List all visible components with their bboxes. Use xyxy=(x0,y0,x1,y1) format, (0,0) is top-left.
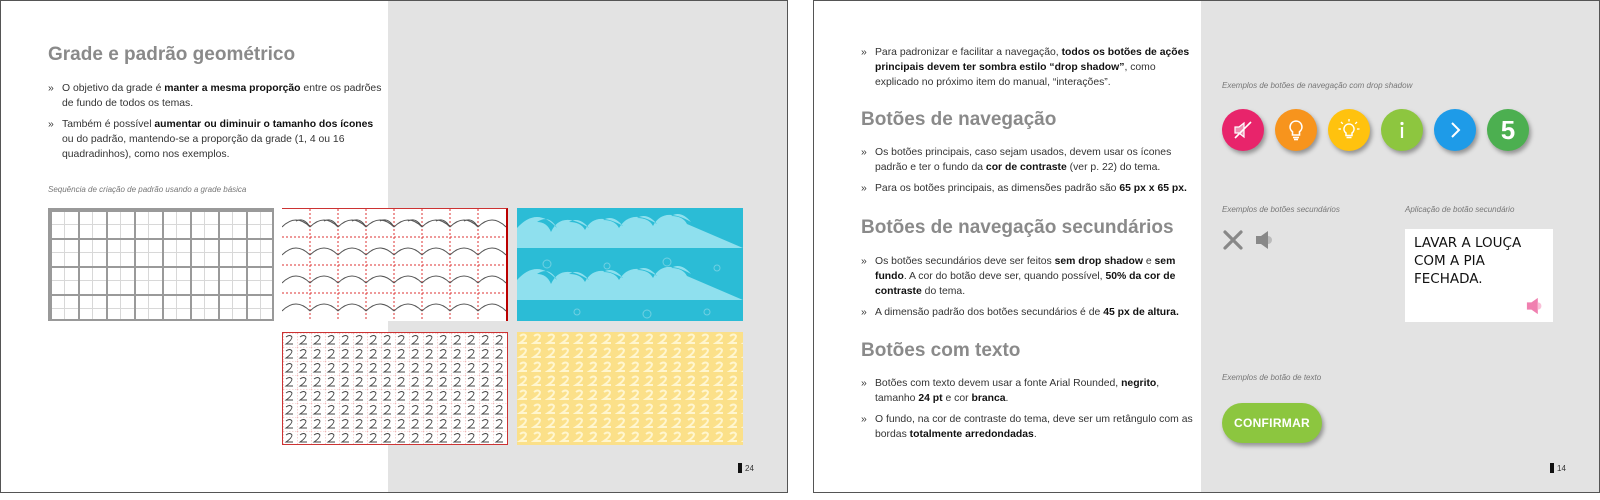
chevron-right-icon xyxy=(1443,118,1467,142)
bullet-item: » O objetivo da grade é manter a mesma proporção entre os padrões de fundo de todos os temas. xyxy=(48,81,383,111)
bullet-list xyxy=(48,81,383,168)
card-text: LAVAR A LOUÇA COM A PIA FECHADA. xyxy=(1414,235,1522,287)
close-icon[interactable] xyxy=(1222,229,1244,251)
numbers-color-tile xyxy=(517,332,743,445)
page-number-text: 14 xyxy=(1557,463,1566,473)
intro-list xyxy=(861,45,1196,96)
speaker-icon[interactable] xyxy=(1254,229,1278,251)
caption-nav-examples: Exemplos de botões de navegação com drop shadow xyxy=(1222,81,1413,90)
number-icon: 5 xyxy=(1500,114,1516,145)
grid-tile xyxy=(48,208,274,321)
mute-button[interactable] xyxy=(1222,109,1264,151)
lightbulb-icon xyxy=(1284,118,1308,142)
bullet-list xyxy=(861,254,1196,326)
lightbulb-on-icon xyxy=(1337,118,1361,142)
caption-secondary-examples: Exemplos de botões secundários xyxy=(1222,205,1340,214)
speaker-icon[interactable] xyxy=(1525,296,1547,316)
bullet-item: » Os botões principais, caso sejam usados, devem usar os ícones padrão e ter o fundo da cor de contraste (ver p. 22) do tema. xyxy=(861,145,1196,175)
page-number xyxy=(1550,463,1566,473)
caption-text-examples: Exemplos de botão de texto xyxy=(1222,373,1322,382)
bullet-list xyxy=(861,145,1196,202)
caption-secondary-application: Aplicação de botão secundário xyxy=(1405,205,1515,214)
page-number-bar xyxy=(738,463,742,473)
info-icon xyxy=(1390,118,1414,142)
bullet-list xyxy=(861,376,1196,448)
section-title-nav: Botões de navegação xyxy=(861,109,1057,130)
right-page xyxy=(813,0,1600,493)
info-button[interactable] xyxy=(1381,109,1423,151)
numbers-line-tile xyxy=(282,332,508,445)
hint-button[interactable] xyxy=(1275,109,1317,151)
section-title-text: Botões com texto xyxy=(861,340,1021,361)
mute-icon xyxy=(1231,118,1255,142)
waves-grid-tile xyxy=(282,208,508,321)
bullet-item: » A dimensão padrão dos botões secundários é de 45 px de altura. xyxy=(861,305,1196,320)
bullet-item: » Para os botões principais, as dimensões padrão são 65 px x 65 px. xyxy=(861,181,1196,196)
bullet-item: » Para padronizar e facilitar a navegação, todos os botões de ações principais devem ter sombra estilo “drop shadow”, como explicado no próximo item do manual, “interações”. xyxy=(861,45,1196,90)
section-title-secondary: Botões de navegação secundários xyxy=(861,217,1174,238)
left-page xyxy=(0,0,788,493)
number-button[interactable] xyxy=(1487,109,1529,151)
page-title: Grade e padrão geométrico xyxy=(48,44,296,65)
bullet-item: » Botões com texto devem usar a fonte Arial Rounded, negrito, tamanho 24 pt e cor branca. xyxy=(861,376,1196,406)
bullet-item: » O fundo, na cor de contraste do tema, deve ser um retângulo com as bordas totalmente arredondadas. xyxy=(861,412,1196,442)
caption: Sequência de criação de padrão usando a grade básica xyxy=(48,185,247,194)
page-number-bar xyxy=(1550,463,1554,473)
bullet-item: » Os botões secundários deve ser feitos sem drop shadow e sem fundo. A cor do botão deve ser, quando possível, 50% da cor de contraste do tema. xyxy=(861,254,1196,299)
page-number-text: 24 xyxy=(745,463,754,473)
confirm-button[interactable]: CONFIRMAR xyxy=(1222,403,1322,443)
bullet-item: » Também é possível aumentar ou diminuir o tamanho dos ícones ou do padrão, mantendo-se a proporção da grade (1, 4 ou 16 quadradinhos), como nos exemplos. xyxy=(48,117,383,162)
page-number xyxy=(738,463,754,473)
next-button[interactable] xyxy=(1434,109,1476,151)
secondary-button-card xyxy=(1405,229,1553,322)
hint-on-button[interactable] xyxy=(1328,109,1370,151)
waves-color-tile xyxy=(517,208,743,321)
